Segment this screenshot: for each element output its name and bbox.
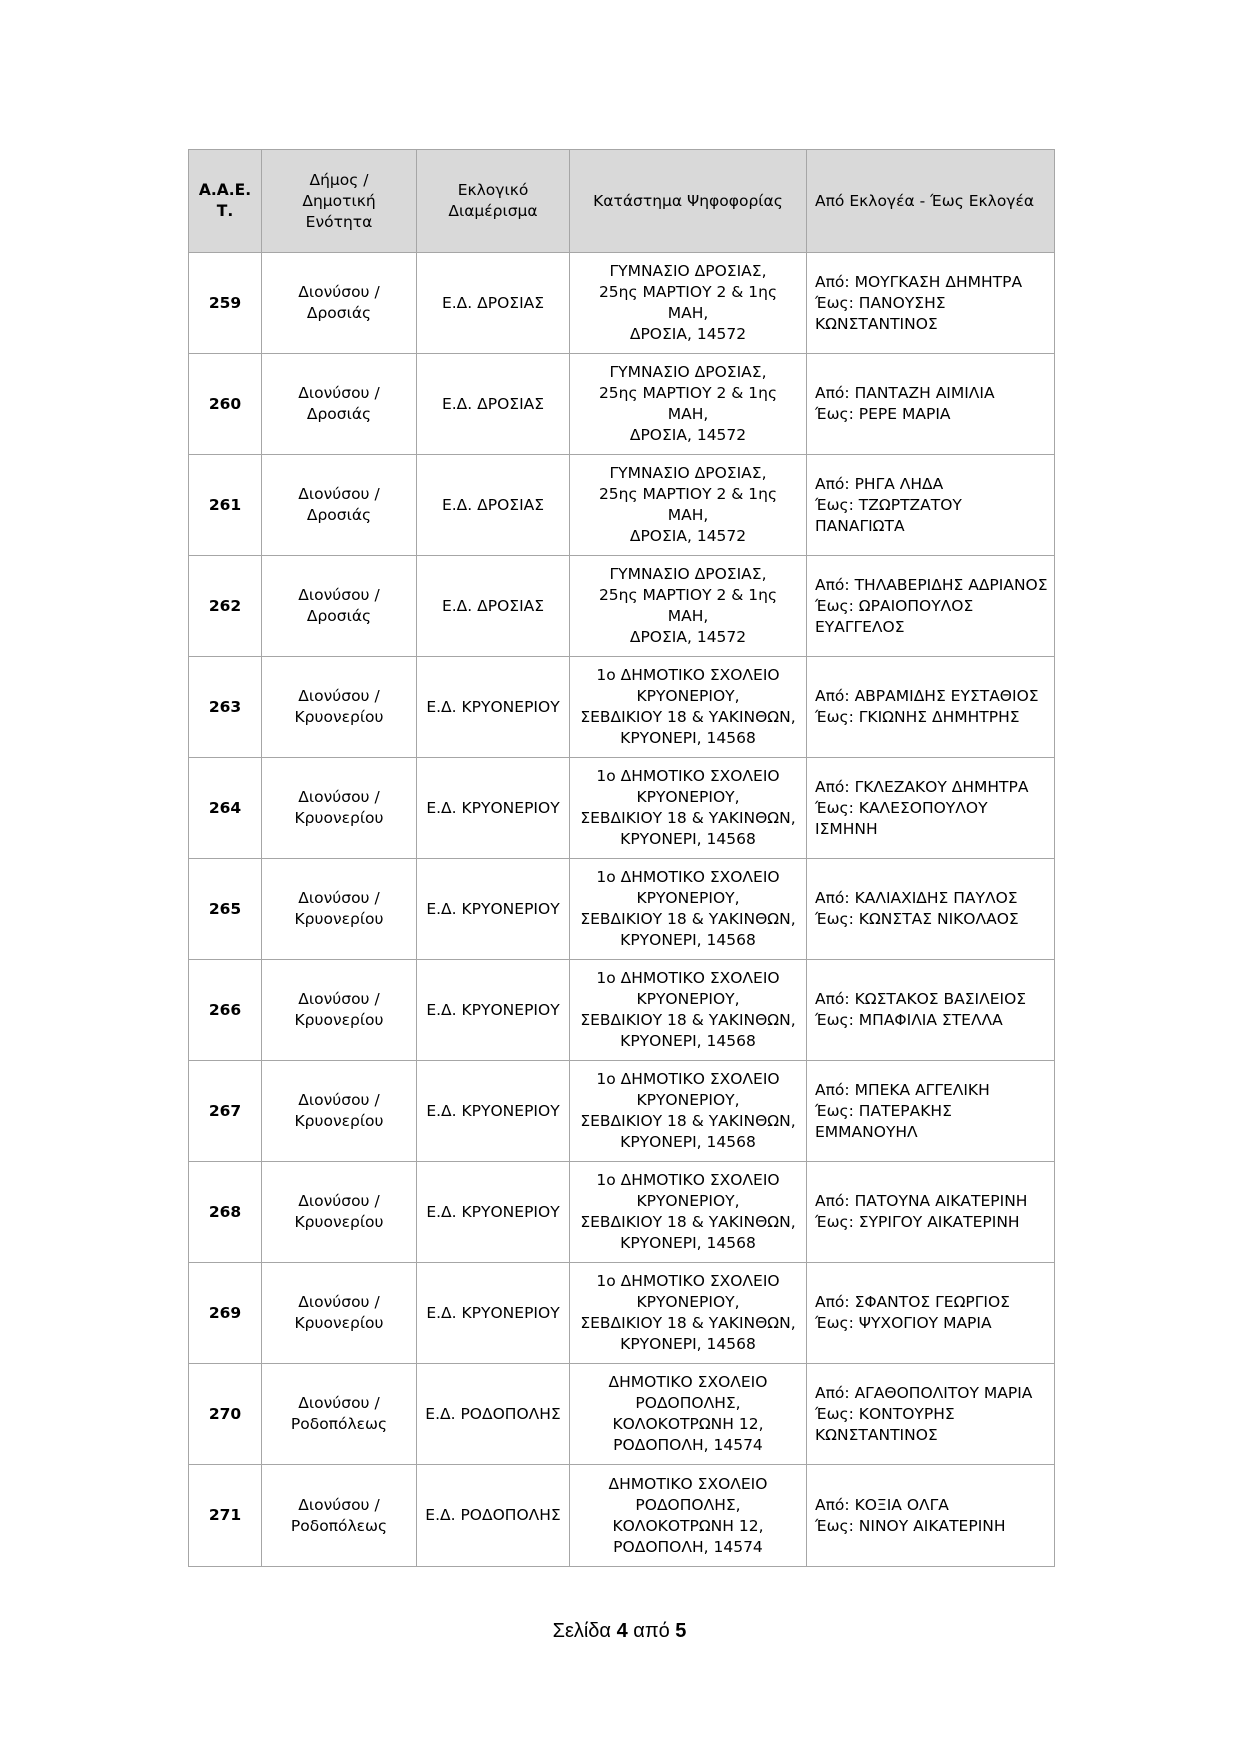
cell-aaet: [189, 1162, 262, 1263]
cell-katastima: [570, 556, 807, 657]
cell-range-text: Από: ΣΦΑΝΤΟΣ ΓΕΩΡΓΙΟΣ Έως: ΨΥΧΟΓΙΟΥ ΜΑΡΙΑ: [815, 1293, 1010, 1332]
table-body: [189, 253, 1055, 1567]
table-row: [189, 960, 1055, 1061]
cell-katastima: [570, 1162, 807, 1263]
header-dimos: Δήμος / Δημοτική Ενότητα: [262, 150, 417, 253]
table-row: [189, 1263, 1055, 1364]
cell-katastima: [570, 960, 807, 1061]
cell-diamerisma: [417, 758, 570, 859]
header-range: Από Εκλογέα - Έως Εκλογέα: [807, 150, 1055, 253]
cell-range-text: Από: ΚΟΞΙΑ ΟΛΓΑ Έως: ΝΙΝΟΥ ΑΙΚΑΤΕΡΙΝΗ: [815, 1495, 1006, 1535]
cell-dimos-text: Διονύσου / Κρυονερίου: [294, 1293, 384, 1332]
cell-aaet-text: 264: [208, 798, 242, 817]
cell-diamerisma: [417, 1364, 570, 1465]
cell-katastima: [570, 1061, 807, 1162]
cell-aaet-text: 266: [208, 1000, 242, 1019]
table-row: [189, 1061, 1055, 1162]
table-row: [189, 1364, 1055, 1465]
cell-aaet-text: 263: [208, 697, 242, 716]
header-aaet: Α.Α.Ε. Τ.: [189, 150, 262, 253]
cell-diamerisma-text: Ε.Δ. ΔΡΟΣΙΑΣ: [441, 394, 545, 413]
polling-stations-table: [188, 149, 1055, 1567]
cell-dimos-text: Διονύσου / Κρυονερίου: [294, 990, 384, 1029]
cell-aaet-text: 259: [208, 293, 242, 312]
cell-dimos-text: Διονύσου / Κρυονερίου: [294, 687, 384, 726]
cell-dimos: [262, 1263, 417, 1364]
table-row: [189, 859, 1055, 960]
cell-aaet: [189, 859, 262, 960]
cell-range-text: Από: ΓΚΛΕΖΑΚΟΥ ΔΗΜΗΤΡΑ Έως: ΚΑΛΕΣΟΠΟΥΛΟΥ ΙΣΜΗΝΗ: [815, 777, 1029, 838]
table-row: [189, 354, 1055, 455]
page-current: 4: [616, 1620, 628, 1642]
cell-aaet: [189, 758, 262, 859]
page-word: Σελίδα: [552, 1620, 611, 1642]
cell-aaet: [189, 657, 262, 758]
cell-diamerisma-text: Ε.Δ. ΔΡΟΣΙΑΣ: [441, 495, 545, 514]
cell-aaet: [189, 354, 262, 455]
cell-diamerisma: [417, 253, 570, 354]
header-diamerisma: Εκλογικό Διαμέρισμα: [417, 150, 570, 253]
cell-dimos-text: Διονύσου / Δροσιάς: [298, 283, 380, 322]
cell-dimos: [262, 1061, 417, 1162]
table-header: [189, 150, 1055, 253]
cell-aaet: [189, 1263, 262, 1364]
cell-diamerisma-text: Ε.Δ. ΚΡΥΟΝΕΡΙΟΥ: [426, 899, 560, 918]
cell-aaet-text: 265: [208, 899, 242, 918]
cell-range: [807, 1162, 1055, 1263]
cell-range-text: Από: ΠΑΤΟΥΝΑ ΑΙΚΑΤΕΡΙΝΗ Έως: ΣΥΡΙΓΟΥ ΑΙΚΑΤΕΡΙΝΗ: [815, 1192, 1028, 1231]
cell-katastima: [570, 758, 807, 859]
cell-aaet: [189, 960, 262, 1061]
page-footer: [0, 1620, 1239, 1643]
cell-aaet-text: 262: [208, 596, 242, 615]
table-row: [189, 657, 1055, 758]
cell-katastima-text: 1ο ΔΗΜΟΤΙΚΟ ΣΧΟΛΕΙΟ ΚΡΥΟΝΕΡΙΟΥ, ΣΕΒΔΙΚΙΟΥ 18 & ΥΑΚΙΝΘΩΝ, ΚΡΥΟΝΕΡΙ, 14568: [580, 969, 796, 1050]
cell-aaet-text: 268: [208, 1202, 242, 1221]
cell-katastima-text: ΓΥΜΝΑΣΙΟ ΔΡΟΣΙΑΣ, 25ης ΜΑΡΤΙΟΥ 2 & 1ης ΜΑΗ, ΔΡΟΣΙΑ, 14572: [598, 363, 778, 444]
cell-dimos-text: Διονύσου / Ροδοπόλεως: [290, 1495, 388, 1535]
cell-dimos-text: Διονύσου / Ροδοπόλεως: [290, 1394, 388, 1433]
cell-dimos: [262, 859, 417, 960]
cell-dimos-text: Διονύσου / Κρυονερίου: [294, 1192, 384, 1231]
cell-range: [807, 1465, 1055, 1567]
cell-range-text: Από: ΡΗΓΑ ΛΗΔΑ Έως: ΤΖΩΡΤΖΑΤΟΥ ΠΑΝΑΓΙΩΤΑ: [815, 474, 962, 535]
cell-katastima: [570, 859, 807, 960]
cell-range-text: Από: ΑΓΑΘΟΠΟΛΙΤΟΥ ΜΑΡΙΑ Έως: ΚΟΝΤΟΥΡΗΣ ΚΩΝΣΤΑΝΤΙΝΟΣ: [815, 1383, 1033, 1444]
cell-diamerisma: [417, 354, 570, 455]
cell-aaet: [189, 455, 262, 556]
cell-aaet-text: 270: [208, 1404, 242, 1423]
cell-katastima: [570, 657, 807, 758]
cell-range-text: Από: ΤΗΛΑΒΕΡΙΔΗΣ ΑΔΡΙΑΝΟΣ Έως: ΩΡΑΙΟΠΟΥΛΟΣ ΕΥΑΓΓΕΛΟΣ: [815, 575, 1048, 636]
cell-dimos: [262, 657, 417, 758]
cell-dimos-text: Διονύσου / Δροσιάς: [298, 586, 380, 625]
cell-katastima-text: 1ο ΔΗΜΟΤΙΚΟ ΣΧΟΛΕΙΟ ΚΡΥΟΝΕΡΙΟΥ, ΣΕΒΔΙΚΙΟΥ 18 & ΥΑΚΙΝΘΩΝ, ΚΡΥΟΝΕΡΙ, 14568: [580, 1070, 796, 1151]
cell-diamerisma-text: Ε.Δ. ΚΡΥΟΝΕΡΙΟΥ: [426, 798, 560, 817]
cell-range: [807, 354, 1055, 455]
cell-katastima-text: 1ο ΔΗΜΟΤΙΚΟ ΣΧΟΛΕΙΟ ΚΡΥΟΝΕΡΙΟΥ, ΣΕΒΔΙΚΙΟΥ 18 & ΥΑΚΙΝΘΩΝ, ΚΡΥΟΝΕΡΙ, 14568: [580, 666, 796, 747]
cell-dimos-text: Διονύσου / Κρυονερίου: [294, 1091, 384, 1130]
cell-dimos: [262, 1465, 417, 1567]
header-katastima: Κατάστημα Ψηφοφορίας: [570, 150, 807, 253]
cell-katastima: [570, 455, 807, 556]
header-row: [189, 150, 1055, 253]
cell-range: [807, 455, 1055, 556]
table-row: [189, 253, 1055, 354]
cell-aaet-text: 261: [208, 495, 242, 514]
cell-aaet: [189, 1465, 262, 1567]
cell-diamerisma: [417, 960, 570, 1061]
cell-diamerisma: [417, 1162, 570, 1263]
cell-katastima-text: ΓΥΜΝΑΣΙΟ ΔΡΟΣΙΑΣ, 25ης ΜΑΡΤΙΟΥ 2 & 1ης ΜΑΗ, ΔΡΟΣΙΑ, 14572: [598, 262, 778, 343]
cell-katastima-text: ΓΥΜΝΑΣΙΟ ΔΡΟΣΙΑΣ, 25ης ΜΑΡΤΙΟΥ 2 & 1ης ΜΑΗ, ΔΡΟΣΙΑ, 14572: [598, 565, 778, 646]
cell-katastima-text: 1ο ΔΗΜΟΤΙΚΟ ΣΧΟΛΕΙΟ ΚΡΥΟΝΕΡΙΟΥ, ΣΕΒΔΙΚΙΟΥ 18 & ΥΑΚΙΝΘΩΝ, ΚΡΥΟΝΕΡΙ, 14568: [580, 868, 796, 949]
cell-diamerisma-text: Ε.Δ. ΚΡΥΟΝΕΡΙΟΥ: [426, 1101, 560, 1120]
cell-diamerisma: [417, 657, 570, 758]
cell-diamerisma-text: Ε.Δ. ΚΡΥΟΝΕΡΙΟΥ: [426, 1303, 560, 1322]
cell-range: [807, 1364, 1055, 1465]
cell-range-text: Από: ΜΠΕΚΑ ΑΓΓΕΛΙΚΗ Έως: ΠΑΤΕΡΑΚΗΣ ΕΜΜΑΝΟΥΗΛ: [815, 1080, 990, 1141]
cell-diamerisma-text: Ε.Δ. ΡΟΔΟΠΟΛΗΣ: [425, 1506, 561, 1524]
cell-diamerisma-text: Ε.Δ. ΚΡΥΟΝΕΡΙΟΥ: [426, 1202, 560, 1221]
table-row: [189, 1465, 1055, 1567]
cell-aaet-text: 267: [208, 1101, 242, 1120]
cell-aaet-text: 269: [208, 1303, 242, 1322]
cell-dimos-text: Διονύσου / Κρυονερίου: [294, 788, 384, 827]
cell-dimos: [262, 253, 417, 354]
cell-katastima-text: 1ο ΔΗΜΟΤΙΚΟ ΣΧΟΛΕΙΟ ΚΡΥΟΝΕΡΙΟΥ, ΣΕΒΔΙΚΙΟΥ 18 & ΥΑΚΙΝΘΩΝ, ΚΡΥΟΝΕΡΙ, 14568: [580, 1272, 796, 1353]
table-row: [189, 1162, 1055, 1263]
cell-dimos: [262, 960, 417, 1061]
page-total: 5: [675, 1620, 687, 1642]
cell-dimos-text: Διονύσου / Δροσιάς: [298, 485, 380, 524]
table-row: [189, 556, 1055, 657]
cell-aaet-text: 271: [208, 1506, 242, 1524]
cell-range-text: Από: ΜΟΥΓΚΑΣΗ ΔΗΜΗΤΡΑ Έως: ΠΑΝΟΥΣΗΣ ΚΩΝΣΤΑΝΤΙΝΟΣ: [815, 272, 1023, 333]
cell-diamerisma-text: Ε.Δ. ΡΟΔΟΠΟΛΗΣ: [425, 1404, 561, 1423]
cell-katastima: [570, 1263, 807, 1364]
cell-aaet: [189, 1061, 262, 1162]
cell-katastima: [570, 1465, 807, 1567]
cell-range-text: Από: ΚΑΛΙΑΧΙΔΗΣ ΠΑΥΛΟΣ Έως: ΚΩΝΣΤΑΣ ΝΙΚΟΛΑΟΣ: [815, 889, 1019, 928]
cell-katastima-text: ΓΥΜΝΑΣΙΟ ΔΡΟΣΙΑΣ, 25ης ΜΑΡΤΙΟΥ 2 & 1ης ΜΑΗ, ΔΡΟΣΙΑ, 14572: [598, 464, 778, 545]
cell-dimos: [262, 758, 417, 859]
table-row: [189, 758, 1055, 859]
cell-diamerisma: [417, 455, 570, 556]
cell-diamerisma: [417, 1061, 570, 1162]
of-word: από: [633, 1620, 670, 1642]
cell-katastima-text: 1ο ΔΗΜΟΤΙΚΟ ΣΧΟΛΕΙΟ ΚΡΥΟΝΕΡΙΟΥ, ΣΕΒΔΙΚΙΟΥ 18 & ΥΑΚΙΝΘΩΝ, ΚΡΥΟΝΕΡΙ, 14568: [580, 767, 796, 848]
cell-katastima-text: ΔΗΜΟΤΙΚΟ ΣΧΟΛΕΙΟ ΡΟΔΟΠΟΛΗΣ, ΚΟΛΟΚΟΤΡΩΝΗ 12, ΡΟΔΟΠΟΛΗ, 14574: [608, 1474, 768, 1556]
cell-range: [807, 1061, 1055, 1162]
cell-range: [807, 556, 1055, 657]
cell-range: [807, 1263, 1055, 1364]
cell-katastima-text: ΔΗΜΟΤΙΚΟ ΣΧΟΛΕΙΟ ΡΟΔΟΠΟΛΗΣ, ΚΟΛΟΚΟΤΡΩΝΗ 12, ΡΟΔΟΠΟΛΗ, 14574: [608, 1373, 768, 1454]
cell-diamerisma: [417, 1263, 570, 1364]
cell-diamerisma: [417, 1465, 570, 1567]
cell-dimos-text: Διονύσου / Κρυονερίου: [294, 889, 384, 928]
cell-diamerisma-text: Ε.Δ. ΔΡΟΣΙΑΣ: [441, 596, 545, 615]
cell-range: [807, 960, 1055, 1061]
cell-range: [807, 859, 1055, 960]
cell-diamerisma-text: Ε.Δ. ΚΡΥΟΝΕΡΙΟΥ: [426, 697, 560, 716]
cell-diamerisma: [417, 859, 570, 960]
cell-katastima: [570, 1364, 807, 1465]
cell-aaet: [189, 1364, 262, 1465]
cell-dimos: [262, 1364, 417, 1465]
cell-aaet-text: 260: [208, 394, 242, 413]
cell-range: [807, 657, 1055, 758]
cell-range-text: Από: ΑΒΡΑΜΙΔΗΣ ΕΥΣΤΑΘΙΟΣ Έως: ΓΚΙΩΝΗΣ ΔΗΜΗΤΡΗΣ: [815, 687, 1039, 726]
cell-range-text: Από: ΚΩΣΤΑΚΟΣ ΒΑΣΙΛΕΙΟΣ Έως: ΜΠΑΦΙΛΙΑ ΣΤΕΛΛΑ: [815, 990, 1027, 1029]
cell-diamerisma-text: Ε.Δ. ΚΡΥΟΝΕΡΙΟΥ: [426, 1000, 560, 1019]
cell-katastima: [570, 354, 807, 455]
cell-dimos: [262, 556, 417, 657]
cell-range-text: Από: ΠΑΝΤΑΖΗ ΑΙΜΙΛΙΑ Έως: ΡΕΡΕ ΜΑΡΙΑ: [815, 384, 995, 423]
cell-range: [807, 758, 1055, 859]
cell-katastima: [570, 253, 807, 354]
cell-katastima-text: 1ο ΔΗΜΟΤΙΚΟ ΣΧΟΛΕΙΟ ΚΡΥΟΝΕΡΙΟΥ, ΣΕΒΔΙΚΙΟΥ 18 & ΥΑΚΙΝΘΩΝ, ΚΡΥΟΝΕΡΙ, 14568: [580, 1171, 796, 1252]
cell-dimos-text: Διονύσου / Δροσιάς: [298, 384, 380, 423]
cell-diamerisma-text: Ε.Δ. ΔΡΟΣΙΑΣ: [441, 293, 545, 312]
table-row: [189, 455, 1055, 556]
cell-dimos: [262, 1162, 417, 1263]
cell-aaet: [189, 556, 262, 657]
cell-diamerisma: [417, 556, 570, 657]
cell-dimos: [262, 354, 417, 455]
cell-dimos: [262, 455, 417, 556]
cell-range: [807, 253, 1055, 354]
cell-aaet: [189, 253, 262, 354]
